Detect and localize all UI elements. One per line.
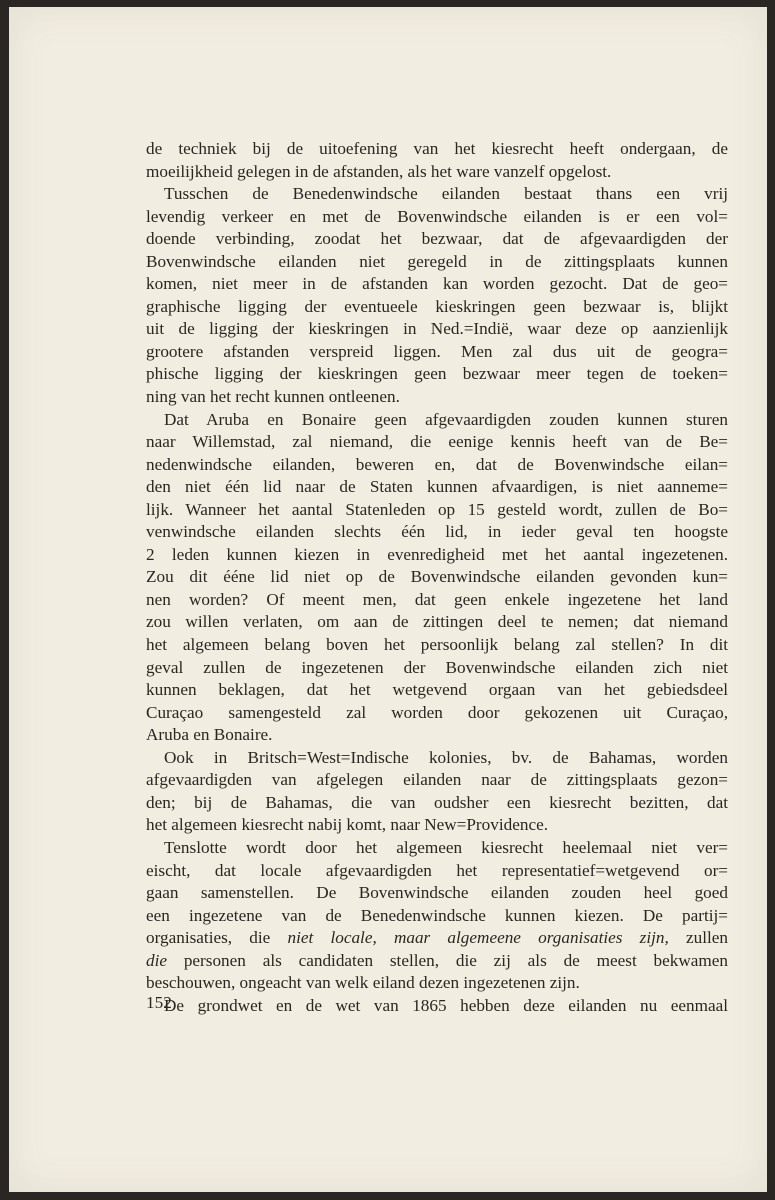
text-segment: personen als candidaten stellen, die zij als de meest bekwamen — [167, 950, 728, 970]
text-line: zou willen verlaten, om aan de zittingen deel te nemen; dat niemand — [146, 612, 728, 632]
text-line: den niet één lid naar de Staten kunnen afvaardigen, is niet aanneme= — [146, 477, 728, 497]
text-line: Curaçao samengesteld zal worden door gekozenen uit Curaçao, — [146, 702, 728, 722]
text-line: moeilijkheid gelegen in de afstanden, als het ware vanzelf opgelost. — [146, 161, 612, 181]
text-line: 2 leden kunnen kiezen in evenredigheid met het aantal ingezetenen. — [146, 544, 728, 564]
text-line: graphische ligging der eventueele kieskringen geen bezwaar is, blijkt — [146, 296, 728, 316]
text-line: nen worden? Of meent men, dat geen enkele ingezetene het land — [146, 589, 728, 609]
text-line: Zou dit ééne lid niet op de Bovenwindsche eilanden gevonden kun= — [146, 567, 728, 587]
text-line: doende verbinding, zoodat het bezwaar, dat de afgevaardigden der — [146, 229, 728, 249]
text-line: uit de ligging der kieskringen in Ned.=Indië, waar deze op aanzienlijk — [146, 319, 728, 339]
text-line: grootere afstanden verspreid liggen. Men zal dus uit de geogra= — [146, 341, 728, 361]
text-line: afgevaardigden van afgelegen eilanden naar de zittingsplaats gezon= — [146, 770, 728, 790]
italic-phrase: niet locale, maar algemeene organisaties zijn, — [287, 928, 669, 948]
text-line: geval zullen de ingezetenen der Bovenwindsche eilanden zich niet — [146, 657, 728, 677]
text-line: beschouwen, ongeacht van welk eiland dezen ingezetenen zijn. — [146, 973, 580, 993]
text-line — [146, 950, 728, 973]
body-text — [146, 138, 728, 1017]
text-line: levendig verkeer en met de Bovenwindsche eilanden is er een vol= — [146, 206, 728, 226]
text-line: Aruba en Bonaire. — [146, 725, 273, 745]
text-line: phische ligging der kieskringen geen bezwaar meer tegen de toeken= — [146, 364, 728, 384]
text-line: Tusschen de Benedenwindsche eilanden bestaat thans een vrij — [164, 184, 728, 204]
text-line: ning van het recht kunnen ontleenen. — [146, 387, 400, 407]
text-line: komen, niet meer in de afstanden kan worden gezocht. Dat de geo= — [146, 274, 728, 294]
text-line: lijk. Wanneer het aantal Statenleden op 15 gesteld wordt, zullen de Bo= — [146, 499, 728, 519]
text-line: het algemeen kiesrecht nabij komt, naar New=Providence. — [146, 815, 548, 835]
text-line: De grondwet en de wet van 1865 hebben deze eilanden nu eenmaal — [164, 995, 728, 1015]
text-line — [146, 927, 728, 950]
text-line: eischt, dat locale afgevaardigden het representatief=wetgevend or= — [146, 860, 728, 880]
text-line: Tenslotte wordt door het algemeen kiesrecht heelemaal niet ver= — [164, 837, 728, 857]
text-line: Dat Aruba en Bonaire geen afgevaardigden zouden kunnen sturen — [164, 409, 728, 429]
italic-phrase: die — [146, 950, 167, 970]
text-line: nedenwindsche eilanden, beweren en, dat de Bovenwindsche eilan= — [146, 454, 728, 474]
page-number: 152 — [146, 993, 172, 1012]
text-line: gaan samenstellen. De Bovenwindsche eilanden zouden heel goed — [146, 883, 728, 903]
text-line: naar Willemstad, zal niemand, die eenige kennis heeft van de Be= — [146, 432, 728, 452]
text-line: den; bij de Bahamas, die van oudsher een kiesrecht bezitten, dat — [146, 792, 728, 812]
text-line: de techniek bij de uitoefening van het kiesrecht heeft ondergaan, de — [146, 139, 728, 158]
text-line: een ingezetene van de Benedenwindsche kunnen kiezen. De partij= — [146, 905, 728, 925]
text-segment: zullen — [668, 928, 729, 948]
text-line: venwindsche eilanden slechts één lid, in ieder geval ten hoogste — [146, 522, 728, 542]
text-line: Bovenwindsche eilanden niet geregeld in de zittingsplaats kunnen — [146, 251, 728, 271]
text-line: het algemeen belang boven het persoonlijk belang zal stellen? In dit — [146, 635, 728, 655]
text-line: Ook in Britsch=West=Indische kolonies, bv. de Bahamas, worden — [164, 747, 728, 767]
text-line: kunnen beklagen, dat het wetgevend orgaan van het gebiedsdeel — [146, 680, 728, 700]
text-segment: organisaties, die — [146, 928, 288, 948]
